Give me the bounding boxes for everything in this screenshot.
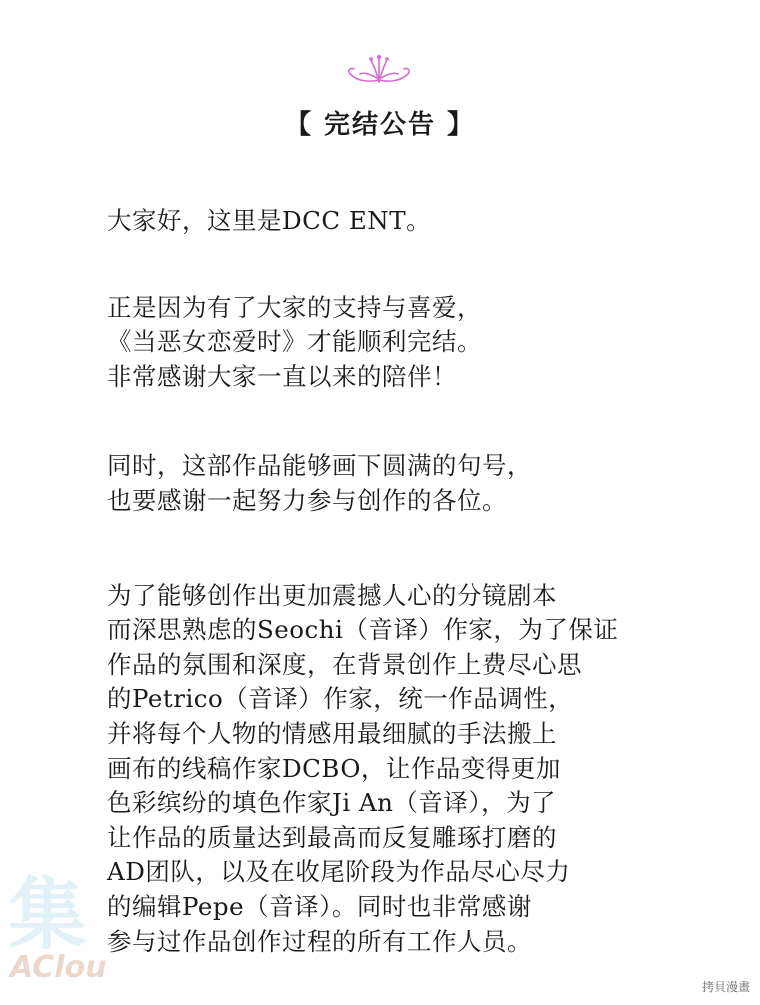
text-line: 画布的线稿作家DCBO，让作品变得更加	[107, 753, 561, 783]
text-line: 也要感谢一起努力参与创作的各位。	[107, 485, 507, 515]
text-line: 色彩缤纷的填色作家Ji An（音译），为了	[107, 788, 557, 818]
text-line: 正是因为有了大家的支持与喜爱，	[107, 292, 482, 322]
text-line: 而深思熟虑的Seochi（音译）作家，为了保证	[107, 615, 619, 645]
text-line: 非常感谢大家一直以来的陪伴！	[107, 361, 457, 391]
watermark-big-text: 集	[8, 870, 91, 960]
text-line: 参与过作品创作过程的所有工作人员。	[107, 926, 532, 956]
text-line: 的编辑Pepe（音译）。同时也非常感谢	[107, 891, 532, 921]
text-line: 并将每个人物的情感用最细腻的手法搬上	[107, 718, 557, 748]
watermark-small-text: AClou	[10, 950, 107, 985]
announcement-title: 【 完结公告 】	[284, 110, 476, 140]
flourish-ornament-icon	[344, 52, 414, 88]
text-line: 的Petrico（音译）作家，统一作品调性，	[107, 684, 574, 714]
text-line: 《当恶女恋爱时》才能顺利完结。	[107, 327, 482, 357]
paragraph-thanks	[107, 291, 707, 395]
text-line: 为了能够创作出更加震撼人心的分镜剧本	[107, 580, 557, 610]
text-line: 同时，这部作品能够画下圆满的句号，	[107, 451, 532, 481]
paragraph-credits	[107, 579, 707, 960]
corner-watermark: 拷貝漫畫	[701, 980, 750, 994]
paragraph-team-thanks	[107, 449, 707, 518]
announcement-body	[107, 204, 707, 1005]
text-line: 让作品的质量达到最高而反复雕琢打磨的	[107, 822, 557, 852]
text-line: 大家好，这里是DCC ENT。	[107, 206, 432, 235]
text-line: 作品的氛围和深度，在背景创作上费尽心思	[107, 649, 582, 679]
paragraph-greeting	[107, 204, 707, 239]
text-line: AD团队，以及在收尾阶段为作品尽心尽力	[107, 857, 571, 887]
